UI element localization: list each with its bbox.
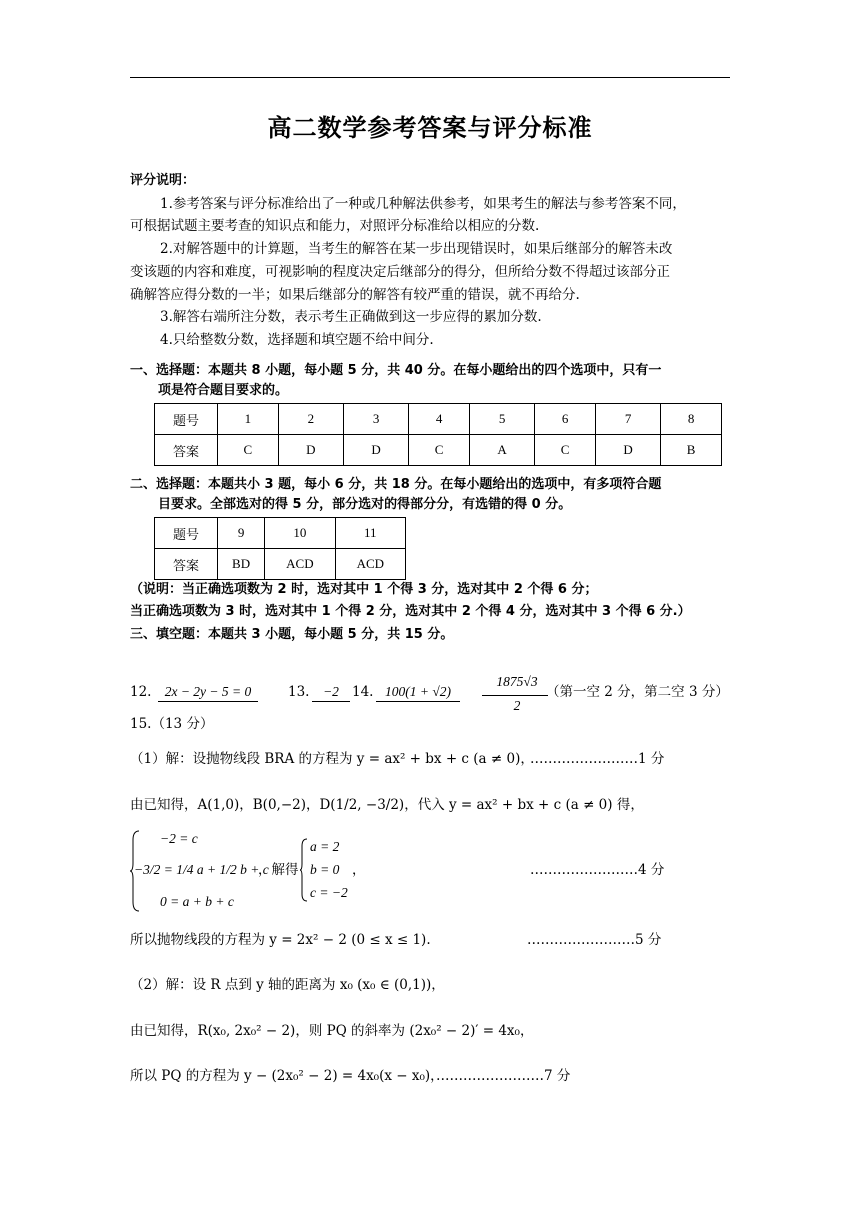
table-row-label: 题号 [155,404,218,435]
q12-label: 12. [130,684,152,700]
table-cell: A [469,435,534,466]
table-cell: C [535,435,596,466]
table-cell: D [278,435,343,466]
table-cell: 2 [278,404,343,435]
table-cell: 11 [335,518,405,549]
section2-heading-line1: 二、选择题：本题共小 3 题，每小 6 分，共 18 分。在每小题给出的选项中，有多项符合题 [130,477,662,492]
q14-answer: 100(1 + √2) [376,683,460,702]
solution-comma: ， [352,862,366,878]
left-brace-icon [300,838,308,902]
q15-part1-score-1: ……………………1 分 [530,751,665,767]
table-cell: 5 [469,404,534,435]
table-row [155,435,722,466]
note-2c: 确解答应得分数的一半；如果后继部分的解答有较严重的错误，就不再给分. [130,287,580,303]
q15-label: 15.（13 分） [130,716,214,732]
section1-heading-line2: 项是符合题目要求的。 [158,383,289,398]
notes-heading: 评分说明： [130,173,196,188]
note-2b: 变该题的内容和难度，可视影响的程度决定后继部分的得分，但所给分数不得超过该部分正 [130,264,670,280]
table-cell: D [595,435,660,466]
solve-word: ，解得 [258,862,299,878]
q13-answer: −2 [312,683,350,702]
page-title: 高二数学参考答案与评分标准 [267,114,593,142]
q13-label: 13. [288,684,310,700]
q14-fraction-denominator: 2 [513,698,521,713]
table-row-label: 题号 [155,518,218,549]
q14-label: 14. [352,684,374,700]
table-cell: ACD [335,549,405,580]
note-1a: 1.参考答案与评分标准给出了一种或几种解法供参考，如果考生的解法与参考答案不同， [160,196,686,212]
table-cell: 3 [343,404,408,435]
q12-answer: 2x − 2y − 5 = 0 [158,683,258,702]
q15-part1-line2: 由已知得，A(1,0)，B(0,−2)，D(1/2, −3/2)，代入 y = ax² + bx + c (a ≠ 0) 得， [130,797,644,813]
section2-heading-line2: 目要求。全部选对的得 5 分，部分选对的得部分分，有选错的得 0 分。 [158,497,572,512]
table-cell: C [218,435,279,466]
q15-part2-line1: （2）解：设 R 点到 y 轴的距离为 x₀ (x₀ ∈ (0,1))， [130,977,445,993]
section3-heading: 三、填空题：本题共 3 小题，每小题 5 分，共 15 分。 [130,627,454,642]
table-row [155,404,722,435]
q15-part1-line1: （1）解：设抛物线段 BRA 的方程为 y = ax² + bx + c (a ≠ 0)， [130,751,534,767]
table-cell: 4 [409,404,470,435]
note-3: 3.解答右端所注分数，表示考生正确做到这一步应得的累加分数. [160,309,542,325]
section1-heading-line1: 一、选择题：本题共 8 小题，每小题 5 分，共 40 分。在每小题给出的四个选项中，只有一 [130,363,662,378]
table-cell: BD [218,549,265,580]
solution-b: b = 0 [310,862,340,877]
q15-part1-line3: 所以抛物线段的方程为 y = 2x² − 2 (0 ≤ x ≤ 1). [130,932,431,948]
section1-answer-table [154,403,722,466]
q15-part2-score-7: ……………………7 分 [436,1068,571,1084]
table-row-label: 答案 [155,549,218,580]
q14-fraction-numerator: 1875√3 [496,674,538,689]
q15-part1-score-5: ……………………5 分 [527,932,662,948]
section2-answer-table [154,517,406,580]
table-cell: C [409,435,470,466]
table-cell: 9 [218,518,265,549]
table-row [155,518,406,549]
top-rule [130,77,730,78]
q14-score-note: （第一空 2 分，第二空 3 分） [546,684,729,700]
solution-c: c = −2 [310,885,348,900]
q15-part1-score-4: ……………………4 分 [530,862,665,878]
q15-part2-line3: 所以 PQ 的方程为 y − (2x₀² − 2) = 4x₀(x − x₀)， [130,1068,444,1084]
table-cell: 1 [218,404,279,435]
note-2a: 2.对解答题中的计算题，当考生的解答在某一步出现错误时，如果后继部分的解答未改 [160,241,673,257]
section2-note-2: 当正确选项数为 3 时，选对其中 1 个得 2 分，选对其中 2 个得 4 分，选对其中 3 个得 6 分.） [130,604,691,619]
note-1b: 可根据试题主要考查的知识点和能力，对照评分标准给以相应的分数. [130,218,540,234]
system-equation-2: −3/2 = 1/4 a + 1/2 b + c [134,862,269,877]
system-equation-1: −2 = c [160,831,198,846]
system-equation-3: 0 = a + b + c [160,894,234,909]
table-cell: 10 [265,518,335,549]
table-cell: 7 [595,404,660,435]
solution-a: a = 2 [310,839,340,854]
table-cell: B [661,435,722,466]
table-cell: 8 [661,404,722,435]
fraction-bar [482,695,548,696]
table-cell: 6 [535,404,596,435]
table-cell: ACD [265,549,335,580]
section2-note-1: （说明：当正确选项数为 2 时，选对其中 1 个得 3 分，选对其中 2 个得 6 分； [130,582,598,597]
note-4: 4.只给整数分数，选择题和填空题不给中间分. [160,332,434,348]
table-cell: D [343,435,408,466]
table-row [155,549,406,580]
q15-part2-line2: 由已知得，R(x₀, 2x₀² − 2)，则 PQ 的斜率为 (2x₀² − 2)′ = 4x₀， [130,1023,534,1039]
table-row-label: 答案 [155,435,218,466]
